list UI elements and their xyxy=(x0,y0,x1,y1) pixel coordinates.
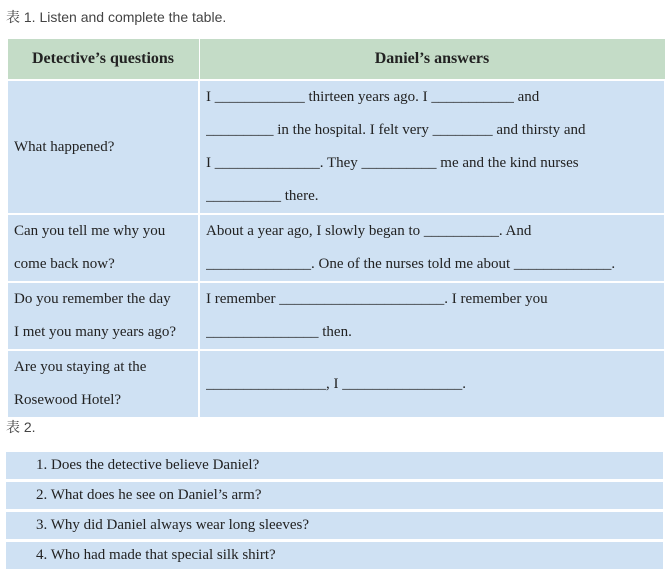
answer-line: I remember ______________________. I remember you xyxy=(206,291,548,307)
answer-line: __________ there. xyxy=(206,188,319,204)
question-line: come back now? xyxy=(14,256,115,272)
question-line: Do you remember the day xyxy=(14,291,171,307)
question-cell xyxy=(7,80,199,214)
question-line: I met you many years ago? xyxy=(14,324,177,340)
list-item: 3. Why did Daniel always wear long sleeves? xyxy=(6,512,663,539)
question-cell xyxy=(7,214,199,282)
header-questions: Detective’s questions xyxy=(7,39,199,81)
question-line: Rosewood Hotel? xyxy=(14,392,122,408)
answer-line: ______________. One of the nurses told me about _____________. xyxy=(206,256,616,272)
question-cell xyxy=(7,282,199,350)
question-line: Can you tell me why you xyxy=(14,223,166,239)
answer-line: ________________, I ________________. xyxy=(206,375,466,392)
answer-cell xyxy=(199,282,665,350)
answer-line: About a year ago, I slowly began to __________. And xyxy=(206,223,532,239)
detective-table xyxy=(6,38,666,419)
answer-cell xyxy=(199,80,665,214)
question-line: What happened? xyxy=(14,138,115,155)
table1-caption: 表 1. Listen and complete the table. xyxy=(6,9,227,25)
question-line: Are you staying at the xyxy=(14,359,147,375)
table2-caption: 表 2. xyxy=(6,419,36,435)
answer-cell xyxy=(199,214,665,282)
question-cell xyxy=(7,350,199,418)
answer-line: I ____________ thirteen years ago. I ___________ and xyxy=(206,89,540,105)
table-header-row xyxy=(7,39,665,81)
table-row xyxy=(7,80,665,214)
list-item: 2. What does he see on Daniel’s arm? xyxy=(6,482,663,509)
table-row xyxy=(7,282,665,350)
list-item: 1. Does the detective believe Daniel? xyxy=(6,452,663,479)
questions-list xyxy=(6,452,663,572)
answer-cell xyxy=(199,350,665,418)
table-row xyxy=(7,214,665,282)
answer-line: _________ in the hospital. I felt very ________ and thirsty and xyxy=(206,122,586,138)
list-item: 4. Who had made that special silk shirt? xyxy=(6,542,663,569)
answer-line: I ______________. They __________ me and the kind nurses xyxy=(206,155,579,171)
answer-line: _______________ then. xyxy=(206,324,352,340)
table-row xyxy=(7,350,665,418)
header-answers: Daniel’s answers xyxy=(199,39,665,81)
